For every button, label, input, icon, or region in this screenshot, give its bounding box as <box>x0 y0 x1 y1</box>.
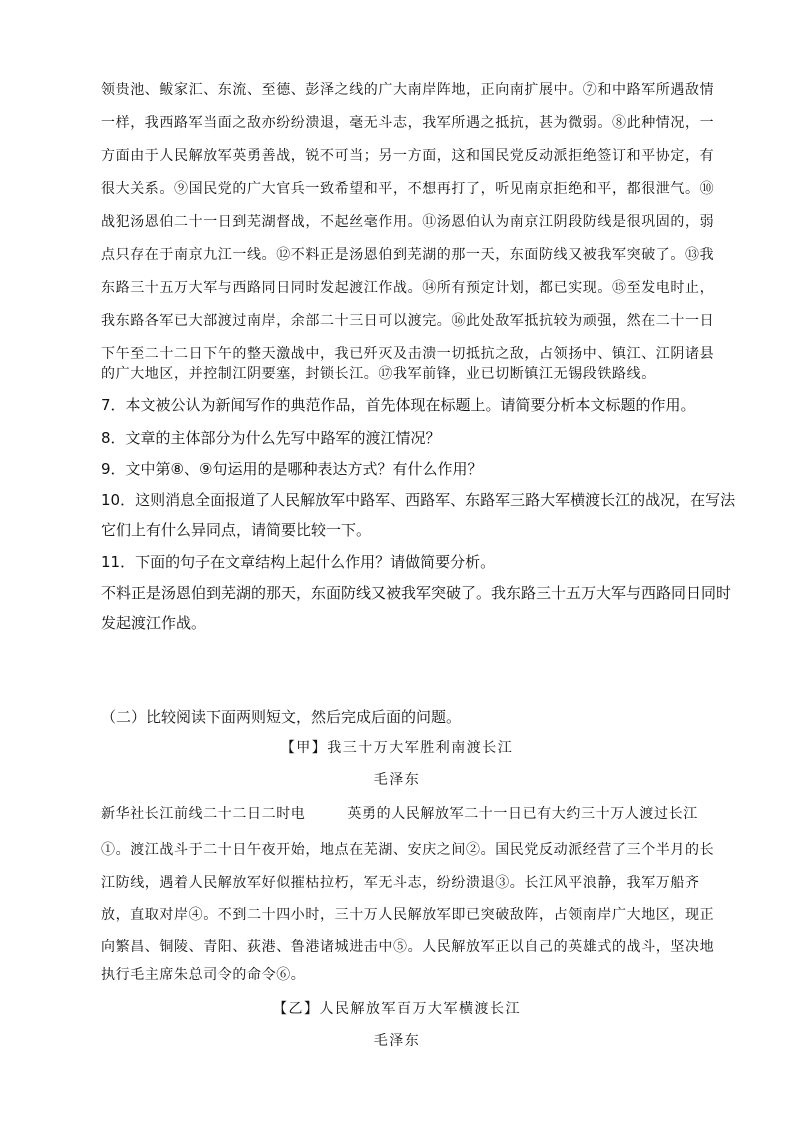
passage-line: 江防线，遇着人民解放军好似摧枯拉朽，军无斗志，纷纷溃退③。长江风平浪静，我军万船齐 <box>101 875 700 891</box>
passage-jia-first-line <box>101 804 698 824</box>
question-8: 8．文章的主体部分为什么先写中路军的渡江情况？ <box>101 429 441 447</box>
question-11-quote-line-1: 不料正是汤恩伯到芜湖的那天，东面防线又被我军突破了。我东路三十五万大军与西路同日同时 <box>101 584 732 602</box>
passage-line: 战犯汤恩伯二十一日到芜湖督战，不起丝毫作用。⑪汤恩伯认为南京江阴段防线是很巩固的，弱 <box>101 214 715 230</box>
passage-jia-author: 毛泽东 <box>373 772 421 788</box>
passage-line: 放，直取对岸④。不到二十四小时，三十万人民解放军即已突破敌阵，占领南岸广大地区，现正 <box>101 907 715 923</box>
passage-jia-lead: 英勇的人民解放军二十一日已有大约三十万人渡过长江 <box>347 806 698 822</box>
passage-line: 的广大地区，并控制江阴要塞，封锁长江。⑰我军前锋，业已切断镇江无锡段铁路线。 <box>101 366 656 382</box>
passage-yi-author: 毛泽东 <box>373 1033 421 1049</box>
passage-jia-title: 【甲】我三十万大军胜利南渡长江 <box>280 740 514 756</box>
question-9: 9．文中第⑧、⑨句运用的是哪种表达方式？有什么作用？ <box>101 460 483 478</box>
passage-yi-title: 【乙】人民解放军百万大军横渡长江 <box>273 1001 521 1017</box>
question-7: 7．本文被公认为新闻写作的典范作品，首先体现在标题上。请简要分析本文标题的作用。 <box>101 396 696 414</box>
section-2-intro: （二）比较阅读下面两则短文，然后完成后面的问题。 <box>101 708 462 726</box>
passage-line: 下午至二十二日下午的整天激战中，我已歼灭及击溃一切抵抗之敌，占领扬中、镇江、江阴诸县 <box>101 346 715 362</box>
question-10-line-1: 10．这则消息全面报道了人民解放军中路军、西路军、东路军三路大军横渡长江的战况，在写法 <box>101 491 736 509</box>
passage-line: 领贵池、鲅家汇、东流、至德、彭泽之线的广大南岸阵地，正向南扩展中。⑦和中路军所遇敌情 <box>101 82 715 98</box>
passage-line: ①。渡江战斗于二十日午夜开始，地点在芜湖、安庆之间②。国民党反动派经营了三个半月的长 <box>101 842 715 858</box>
question-11: 11．下面的句子在文章结构上起什么作用？请做简要分析。 <box>101 553 496 571</box>
passage-line: 很大关系。⑨国民党的广大官兵一致希望和平，不想再打了，听见南京拒绝和平，都很泄气。⑩ <box>101 181 715 197</box>
passage-line: 我东路各军已大部渡过南岸，余部二十三日可以渡完。⑯此处敌军抵抗较为顽强，然在二十一日 <box>101 313 715 329</box>
question-10-line-2: 它们上有什么异同点，请简要比较一下。 <box>101 521 372 539</box>
passage-line: 方面由于人民解放军英勇善战，锐不可当；另一方面，这和国民党反动派拒绝签订和平协定，有 <box>101 148 715 164</box>
passage-line: 向繁昌、铜陵、青阳、荻港、鲁港诸城进击中⑤。人民解放军正以自己的英雄式的战斗，坚决地 <box>101 939 715 955</box>
dateline: 新华社长江前线二十二日二时电 <box>101 806 306 822</box>
passage-line: 点只存在于南京九江一线。⑫不料正是汤恩伯到芜湖的那一天，东面防线又被我军突破了。⑬我 <box>101 247 715 263</box>
passage-line: 东路三十五万大军与西路同日同时发起渡江作战。⑭所有预定计划，都已实现。⑮至发电时止， <box>101 280 715 296</box>
passage-line: 执行毛主席朱总司令的命令⑥。 <box>101 967 306 983</box>
passage-line: 一样，我西路军当面之敌亦纷纷溃退，毫无斗志，我军所遇之抵抗，甚为微弱。⑧此种情况，一 <box>101 115 715 131</box>
question-11-quote-line-2: 发起渡江作战。 <box>101 614 207 632</box>
